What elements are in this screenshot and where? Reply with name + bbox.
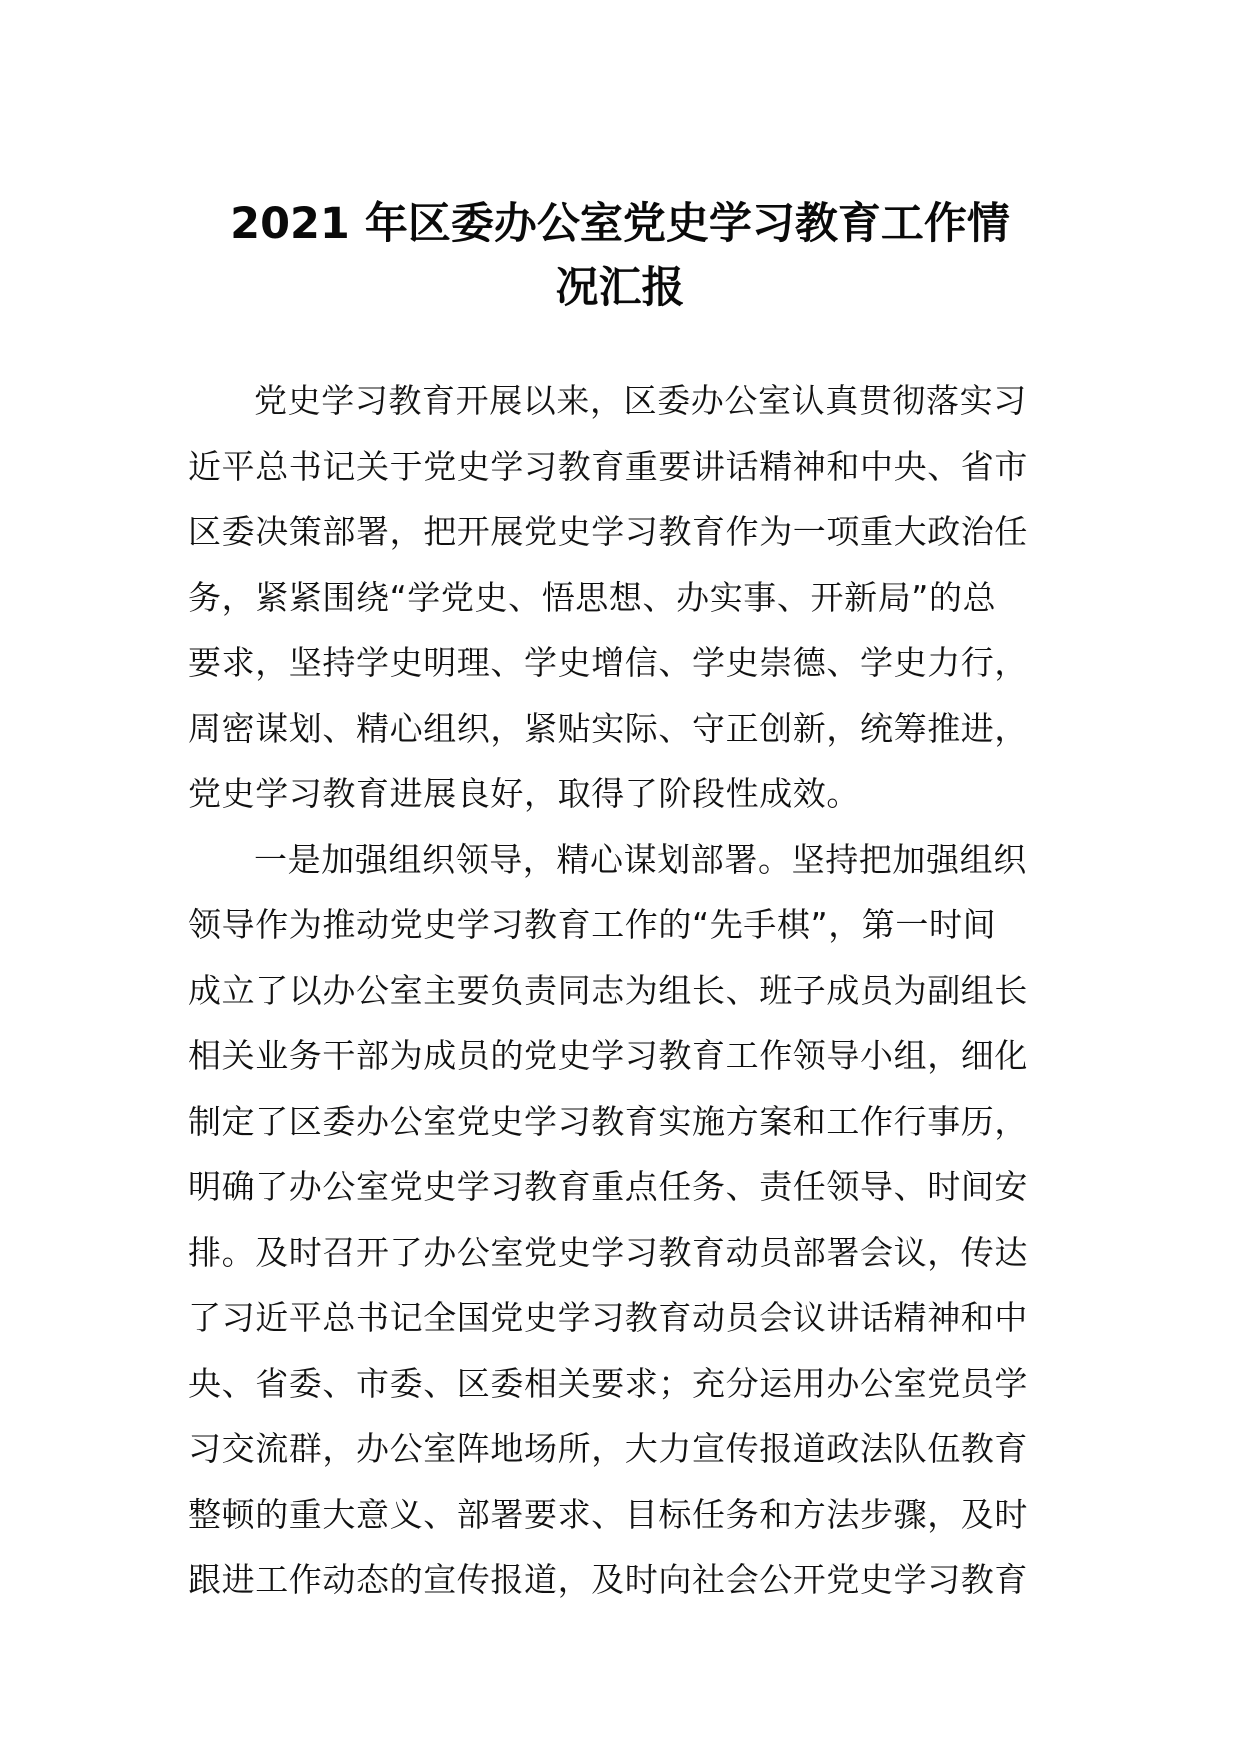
body-text-line: 党史学习教育开展以来，区委办公室认真贯彻落实习: [254, 381, 1027, 420]
body-text-line: 要求，坚持学史明理、学史增信、学史崇德、学史力行，: [188, 643, 1028, 682]
title-line-2: 况汇报: [555, 263, 685, 313]
body-text-line: 近平总书记关于党史学习教育重要讲话精神和中央、省市: [188, 446, 1028, 486]
body-text-line: 排。及时召开了办公室党史学习教育动员部署会议，传达: [188, 1232, 1028, 1272]
body-text-line: 整顿的重大意义、部署要求、目标任务和方法步骤，及时: [188, 1494, 1028, 1534]
title-line-1: 2021 年区委办公室党史学习教育工作情: [230, 199, 1010, 249]
document-title: [150, 192, 1090, 320]
body-text-line: 了习近平总书记全国党史学习教育动员会议讲话精神和中: [188, 1298, 1028, 1337]
body-text-line: 明确了办公室党史学习教育重点任务、责任领导、时间安: [188, 1167, 1028, 1206]
body-text-line: 央、省委、市委、区委相关要求；充分运用办公室党员学: [188, 1363, 1028, 1403]
body-text-line: 相关业务干部为成员的党史学习教育工作领导小组，细化: [188, 1036, 1028, 1075]
body-text-line: 党史学习教育进展良好，取得了阶段性成效。: [188, 774, 860, 813]
body-text-line: 周密谋划、精心组织，紧贴实际、守正创新，统筹推进，: [188, 708, 1028, 748]
body-text-line: 成立了以办公室主要负责同志为组长、班子成员为副组长: [188, 970, 1028, 1010]
body-text-line: 领导作为推动党史学习教育工作的“先手棋”，第一时间: [188, 905, 997, 944]
body-text-line: 跟进工作动态的宣传报道，及时向社会公开党史学习教育: [188, 1560, 1028, 1599]
document-body: [188, 368, 1058, 1613]
body-text-line: 务，紧紧围绕“学党史、悟思想、办实事、开新局”的总: [188, 577, 997, 617]
body-text-line: 区委决策部署，把开展党史学习教育作为一项重大政治任: [188, 512, 1028, 551]
body-text-line: 习交流群，办公室阵地场所，大力宣传报道政法队伍教育: [188, 1429, 1028, 1468]
body-text-line: 制定了区委办公室党史学习教育实施方案和工作行事历，: [188, 1101, 1028, 1141]
body-text-line: 一是加强组织领导，精心谋划部署。坚持把加强组织: [254, 839, 1027, 879]
